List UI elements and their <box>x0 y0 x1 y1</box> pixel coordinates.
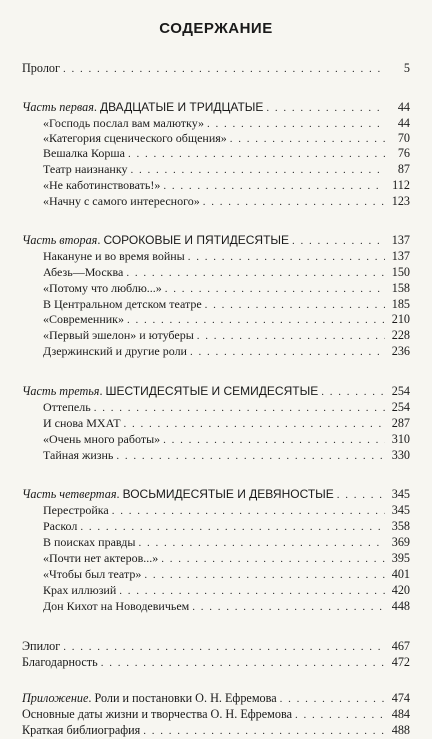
toc-entry <box>43 145 410 161</box>
toc-entry <box>43 130 410 146</box>
toc-section-title: ДВАДЦАТЫЕ И ТРИДЦАТЫЕ <box>99 100 264 114</box>
toc-entry <box>22 232 410 248</box>
toc-entry-label: Накануне и во время войны <box>43 249 185 263</box>
toc-entry-label: В поисках правды <box>43 535 136 549</box>
toc-page-number: 236 <box>391 344 410 358</box>
toc-entry <box>43 248 410 264</box>
toc-leader-dots <box>63 61 385 77</box>
toc-entry-label: «Категория сценического общения» <box>43 131 227 145</box>
toc-leader-dots <box>128 146 385 162</box>
toc-entry-label: «Потому что люблю...» <box>43 281 162 295</box>
toc-leader-dots <box>188 249 385 265</box>
toc-entry <box>43 193 410 209</box>
toc-entry <box>43 550 410 566</box>
toc-entry-label: «Чтобы был театр» <box>43 567 142 581</box>
toc-page-number: 330 <box>391 448 410 462</box>
toc-page-number: 185 <box>391 297 410 311</box>
toc-leader-dots <box>197 328 385 344</box>
toc-leader-dots <box>119 583 385 599</box>
toc-leader-dots <box>190 344 385 360</box>
toc-page-number: 76 <box>397 146 410 160</box>
toc-part-label: Часть третья <box>22 384 100 398</box>
toc-page-number: 420 <box>391 583 410 597</box>
toc-entry-label: Театр наизнанку <box>43 162 128 176</box>
toc-entry <box>43 327 410 343</box>
toc-page-number: 5 <box>403 61 410 75</box>
toc-entry <box>43 431 410 447</box>
toc-entry <box>43 415 410 431</box>
toc-entry <box>22 722 410 738</box>
toc-entry <box>43 518 410 534</box>
toc-page-number: 472 <box>391 655 410 669</box>
toc-entry <box>43 161 410 177</box>
toc-entry <box>22 383 410 399</box>
toc-page-number: 488 <box>391 723 410 737</box>
toc-entry <box>43 566 410 582</box>
toc-entry-label: Благодарность <box>22 655 98 669</box>
toc-page-number: 474 <box>391 691 410 705</box>
toc-leader-dots <box>124 416 385 432</box>
toc-entry-label: «Современник» <box>43 312 125 326</box>
toc-leader-dots <box>138 535 385 551</box>
toc-page-number: 210 <box>391 312 410 326</box>
toc-entry-label: Приложение. Роли и постановки О. Н. Ефремова <box>22 691 277 705</box>
toc-page-number: 44 <box>397 116 410 130</box>
toc-leader-dots <box>80 519 385 535</box>
toc-part-label: Приложение <box>22 691 89 705</box>
toc-entry-label: Раскол <box>43 519 78 533</box>
toc-section-title: ШЕСТИДЕСЯТЫЕ И СЕМИДЕСЯТЫЕ <box>105 384 319 398</box>
toc-entry-label: Часть четвертая. ВОСЬМИДЕСЯТЫЕ И ДЕВЯНОСТЫЕ <box>22 487 334 501</box>
toc-entry-label: Эпилог <box>22 639 61 653</box>
toc-page-number: 345 <box>391 487 410 501</box>
toc-entry <box>43 264 410 280</box>
toc-page-number: 287 <box>391 416 410 430</box>
toc-leader-dots <box>163 178 385 194</box>
toc-page-number: 254 <box>391 400 410 414</box>
toc-entry <box>43 399 410 415</box>
toc-page-number: 150 <box>391 265 410 279</box>
toc-page-number: 448 <box>391 599 410 613</box>
toc-page-number: 137 <box>391 249 410 263</box>
toc-leader-dots <box>321 384 385 400</box>
toc-entry <box>43 343 410 359</box>
toc-leader-dots <box>203 194 385 210</box>
toc-entry-label: «Не каботинствовать!» <box>43 178 161 192</box>
toc-leader-dots <box>94 400 385 416</box>
toc-entry-label: Вешалка Корша <box>43 146 125 160</box>
toc-leader-dots <box>161 551 385 567</box>
toc-section-title: СОРОКОВЫЕ И ПЯТИДЕСЯТЫЕ <box>103 233 290 247</box>
toc-page-number: 484 <box>391 707 410 721</box>
toc-page-number: 137 <box>391 233 410 247</box>
toc-leader-dots <box>126 265 385 281</box>
toc-page-number: 158 <box>391 281 410 295</box>
toc-entry-label: И снова МХАТ <box>43 416 121 430</box>
toc-entry-label: В Центральном детском театре <box>43 297 202 311</box>
toc-entry <box>22 60 410 76</box>
toc-entry <box>43 280 410 296</box>
toc-entry <box>43 534 410 550</box>
toc-leader-dots <box>266 100 385 116</box>
toc-leader-dots <box>63 639 385 655</box>
toc-entry <box>22 706 410 722</box>
toc-leader-dots <box>165 281 385 297</box>
toc-entry <box>22 654 410 670</box>
toc-leader-dots <box>192 599 385 615</box>
toc-page-number: 401 <box>391 567 410 581</box>
toc-entry <box>43 502 410 518</box>
toc-entry-label: Пролог <box>22 61 61 75</box>
toc-leader-dots <box>116 448 385 464</box>
toc-page-number: 467 <box>391 639 410 653</box>
toc-entry-label: Часть вторая. СОРОКОВЫЕ И ПЯТИДЕСЯТЫЕ <box>22 233 290 247</box>
toc-entry-label: Тайная жизнь <box>43 448 114 462</box>
toc-page-number: 123 <box>391 194 410 208</box>
toc-entry-label: Дон Кихот на Новодевичьем <box>43 599 190 613</box>
toc-leader-dots <box>112 503 385 519</box>
toc-entry <box>22 99 410 115</box>
toc-part-label: Часть четвертая <box>22 487 117 501</box>
toc-leader-dots <box>127 312 385 328</box>
toc-page-number: 310 <box>391 432 410 446</box>
toc-page-number: 369 <box>391 535 410 549</box>
toc-page-number: 228 <box>391 328 410 342</box>
toc-entry <box>43 582 410 598</box>
toc-entry-label: «Первый эшелон» и ютуберы <box>43 328 194 342</box>
toc-leader-dots <box>143 723 385 739</box>
toc-entry <box>22 638 410 654</box>
toc-entry <box>43 296 410 312</box>
toc-entry-label: Часть первая. ДВАДЦАТЫЕ И ТРИДЦАТЫЕ <box>22 100 264 114</box>
toc-entry-label: Перестройка <box>43 503 109 517</box>
toc-leader-dots <box>295 707 385 723</box>
toc-leader-dots <box>292 233 385 249</box>
toc-leader-dots <box>144 567 385 583</box>
toc-page-number: 345 <box>391 503 410 517</box>
toc-entry-label: «Господь послал вам малютку» <box>43 116 204 130</box>
toc-entry <box>22 486 410 502</box>
toc-entry-label: «Очень много работы» <box>43 432 161 446</box>
toc-entry-label: Краткая библиография <box>22 723 141 737</box>
toc-page-number: 112 <box>392 178 410 192</box>
toc-part-label: Часть первая <box>22 100 94 114</box>
toc-entry-label: Оттепель <box>43 400 91 414</box>
toc-section-title: Роли и постановки О. Н. Ефремова <box>94 691 277 705</box>
toc-entry <box>43 115 410 131</box>
toc-page-number: 358 <box>391 519 410 533</box>
toc-page-number: 70 <box>397 131 410 145</box>
toc-entry <box>43 447 410 463</box>
toc-page-number: 87 <box>397 162 410 176</box>
toc-section-title: ВОСЬМИДЕСЯТЫЕ И ДЕВЯНОСТЫЕ <box>122 487 334 501</box>
toc-entry-label: Основные даты жизни и творчества О. Н. Ефремова <box>22 707 292 721</box>
toc-leader-dots <box>280 691 385 707</box>
toc-page-number: 44 <box>397 100 410 114</box>
toc-entry-label: «Начну с самого интересного» <box>43 194 200 208</box>
toc-page-number: 254 <box>391 384 410 398</box>
toc-leader-dots <box>163 432 385 448</box>
toc-entry-label: Часть третья. ШЕСТИДЕСЯТЫЕ И СЕМИДЕСЯТЫЕ <box>22 384 319 398</box>
toc-leader-dots <box>131 162 386 178</box>
toc-leader-dots <box>337 487 385 503</box>
toc-entry-label: Абезь—Москва <box>43 265 124 279</box>
toc-entry <box>43 598 410 614</box>
toc-entry-label: Дзержинский и другие роли <box>43 344 187 358</box>
toc-leader-dots <box>101 655 385 671</box>
toc-part-label: Часть вторая <box>22 233 98 247</box>
toc-page-number: 395 <box>391 551 410 565</box>
toc-entry <box>22 690 410 706</box>
toc-entry-label: Крах иллюзий <box>43 583 117 597</box>
page-title: СОДЕРЖАНИЕ <box>159 20 273 37</box>
toc-entry <box>43 311 410 327</box>
toc-entry <box>43 177 410 193</box>
toc-entry-label: «Почти нет актеров...» <box>43 551 159 565</box>
